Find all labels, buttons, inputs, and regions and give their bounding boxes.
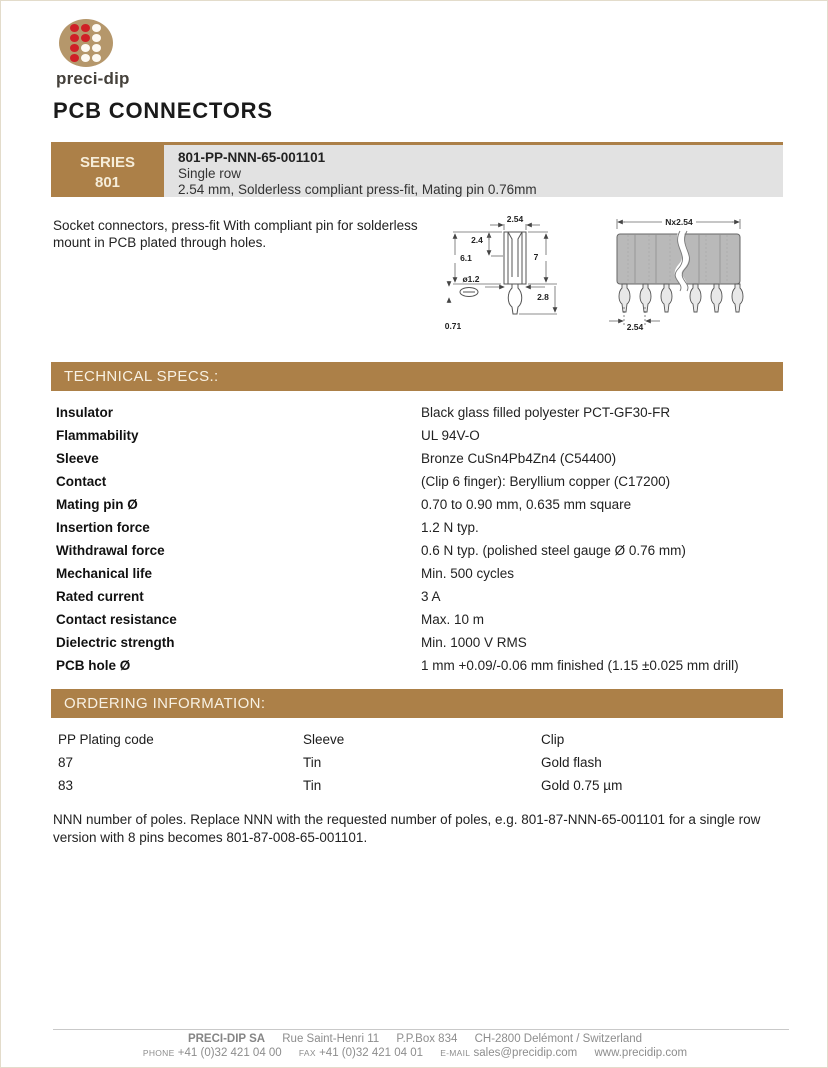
spec-row: [56, 612, 783, 635]
spec-row: [56, 543, 783, 566]
spec-value: Bronze CuSn4Pb4Zn4 (C54400): [421, 451, 617, 466]
footer-city: CH-2800 Delémont / Switzerland: [474, 1033, 643, 1045]
ordering-cell: Gold flash: [541, 755, 602, 770]
spec-label: Contact resistance: [56, 612, 177, 627]
series-info: [164, 145, 783, 197]
spec-label: Mechanical life: [56, 566, 153, 581]
footer-divider: [53, 1029, 789, 1030]
technical-specs-table: [56, 405, 783, 681]
spec-label: PCB hole Ø: [56, 658, 131, 673]
ordering-cell: Gold 0.75 µm: [541, 778, 623, 793]
logo-dot: [70, 54, 79, 62]
spec-label: Contact: [56, 474, 107, 489]
ordering-column-header: PP Plating code: [58, 732, 154, 747]
logo-dot: [92, 24, 101, 32]
dim-body-height: 6.1: [460, 253, 472, 263]
footer-street: Rue Saint-Henri 11: [282, 1033, 380, 1045]
fax-label: FAX: [298, 1048, 316, 1058]
logo-dot: [70, 44, 79, 52]
spec-row: [56, 497, 783, 520]
spec-value: 0.6 N typ. (polished steel gauge Ø 0.76 mm): [421, 543, 686, 558]
email-link[interactable]: sales@precidip.com: [473, 1047, 578, 1059]
ordering-header-row: [58, 732, 783, 755]
dim-overall-height: 7: [533, 252, 539, 262]
connector-row-drawing: [604, 211, 756, 333]
footer-address-line: [1, 1032, 828, 1046]
dim-tail-length: 2.8: [537, 292, 549, 302]
spec-row: [56, 474, 783, 497]
logo-dot: [81, 24, 90, 32]
spec-value: 3 A: [421, 589, 441, 604]
ordering-cell: 83: [58, 778, 74, 793]
spec-row: [56, 428, 783, 451]
ordering-row: [58, 755, 783, 778]
spec-row: [56, 520, 783, 543]
spec-value: UL 94V-O: [421, 428, 480, 443]
logo-dot: [92, 54, 101, 62]
spec-value: Min. 500 cycles: [421, 566, 515, 581]
logo-dot-grid: [70, 24, 102, 63]
spec-row: [56, 658, 783, 681]
phone-number: +41 (0)32 421 04 00: [177, 1047, 282, 1059]
poles-note: NNN number of poles. Replace NNN with the requested number of poles, e.g. 801-87-NNN-65-001101 for a single row version with 8 pins becomes 801-87-008-65-001101.: [53, 812, 761, 845]
ordering-cell: 87: [58, 755, 74, 770]
spec-label: Rated current: [56, 589, 144, 604]
spec-row: [56, 405, 783, 428]
series-banner: [51, 145, 783, 197]
spec-label: Withdrawal force: [56, 543, 165, 558]
logo-dot: [70, 34, 79, 42]
series-number: 801: [94, 173, 121, 191]
dim-pin-diameter: ø1.2: [462, 274, 480, 284]
series-summary: 2.54 mm, Solderless compliant press-fit, Mating pin 0.76mm: [178, 182, 537, 197]
footer-contact-line: [1, 1046, 828, 1060]
connector-cross-section-drawing: [433, 211, 605, 339]
spec-value: Min. 1000 V RMS: [421, 635, 527, 650]
row-type: Single row: [178, 166, 242, 181]
dim-tail-width: 0.71: [444, 321, 462, 331]
preci-dip-logo-icon: [59, 19, 113, 67]
spec-label: Mating pin Ø: [56, 497, 138, 512]
spec-label: Insertion force: [56, 520, 150, 535]
part-number: 801-PP-NNN-65-001101: [178, 150, 326, 165]
footer-pobox: P.P.Box 834: [396, 1033, 458, 1045]
ordering-cell: Tin: [303, 778, 322, 793]
logo-ellipse: [59, 19, 113, 67]
phone-label: PHONE: [142, 1048, 175, 1058]
series-box: [51, 145, 164, 197]
ordering-column-header: Clip: [541, 732, 565, 747]
ordering-table: [58, 732, 783, 801]
dim-top-width: 2.54: [506, 214, 524, 224]
website-link[interactable]: www.precidip.com: [594, 1047, 688, 1059]
page-title: PCB CONNECTORS: [53, 98, 273, 123]
spec-label: Dielectric strength: [56, 635, 175, 650]
footer: [1, 1032, 828, 1060]
dim-entry-depth: 2.4: [471, 235, 483, 245]
footer-company: PRECI-DIP SA: [187, 1033, 266, 1045]
spec-value: 1.2 N typ.: [421, 520, 479, 535]
logo-dot: [81, 54, 90, 62]
logo-dot: [92, 34, 101, 42]
ordering-row: [58, 778, 783, 801]
dim-pitch: 2.54: [626, 322, 644, 332]
logo-dot: [70, 24, 79, 32]
technical-specs-heading: TECHNICAL SPECS.:: [51, 362, 783, 391]
spec-value: Max. 10 m: [421, 612, 485, 627]
fax-number: +41 (0)32 421 04 01: [319, 1047, 423, 1059]
spec-row: [56, 589, 783, 612]
brand-wordmark: preci-dip: [56, 69, 130, 88]
dim-overall-length: Nx2.54: [665, 217, 693, 227]
ordering-column-header: Sleeve: [303, 732, 345, 747]
spec-value: (Clip 6 finger): Beryllium copper (C17200): [421, 474, 671, 489]
spec-row: [56, 451, 783, 474]
ordering-cell: Tin: [303, 755, 322, 770]
spec-label: Sleeve: [56, 451, 99, 466]
product-description: Socket connectors, press-fit With compliant pin for solderless mount in PCB plated through holes.: [53, 218, 418, 250]
spec-row: [56, 566, 783, 589]
series-label: SERIES: [79, 154, 136, 171]
logo-dot: [81, 34, 90, 42]
logo-dot: [92, 44, 101, 52]
spec-value: 1 mm +0.09/-0.06 mm finished (1.15 ±0.025 mm drill): [421, 658, 739, 673]
email-label: E-MAIL: [440, 1048, 471, 1058]
ordering-information-heading: ORDERING INFORMATION:: [51, 689, 783, 718]
spec-label: Insulator: [56, 405, 114, 420]
spec-value: 0.70 to 0.90 mm, 0.635 mm square: [421, 497, 632, 512]
logo-dot: [81, 44, 90, 52]
spec-row: [56, 635, 783, 658]
spec-label: Flammability: [56, 428, 139, 443]
spec-value: Black glass filled polyester PCT-GF30-FR: [421, 405, 671, 420]
